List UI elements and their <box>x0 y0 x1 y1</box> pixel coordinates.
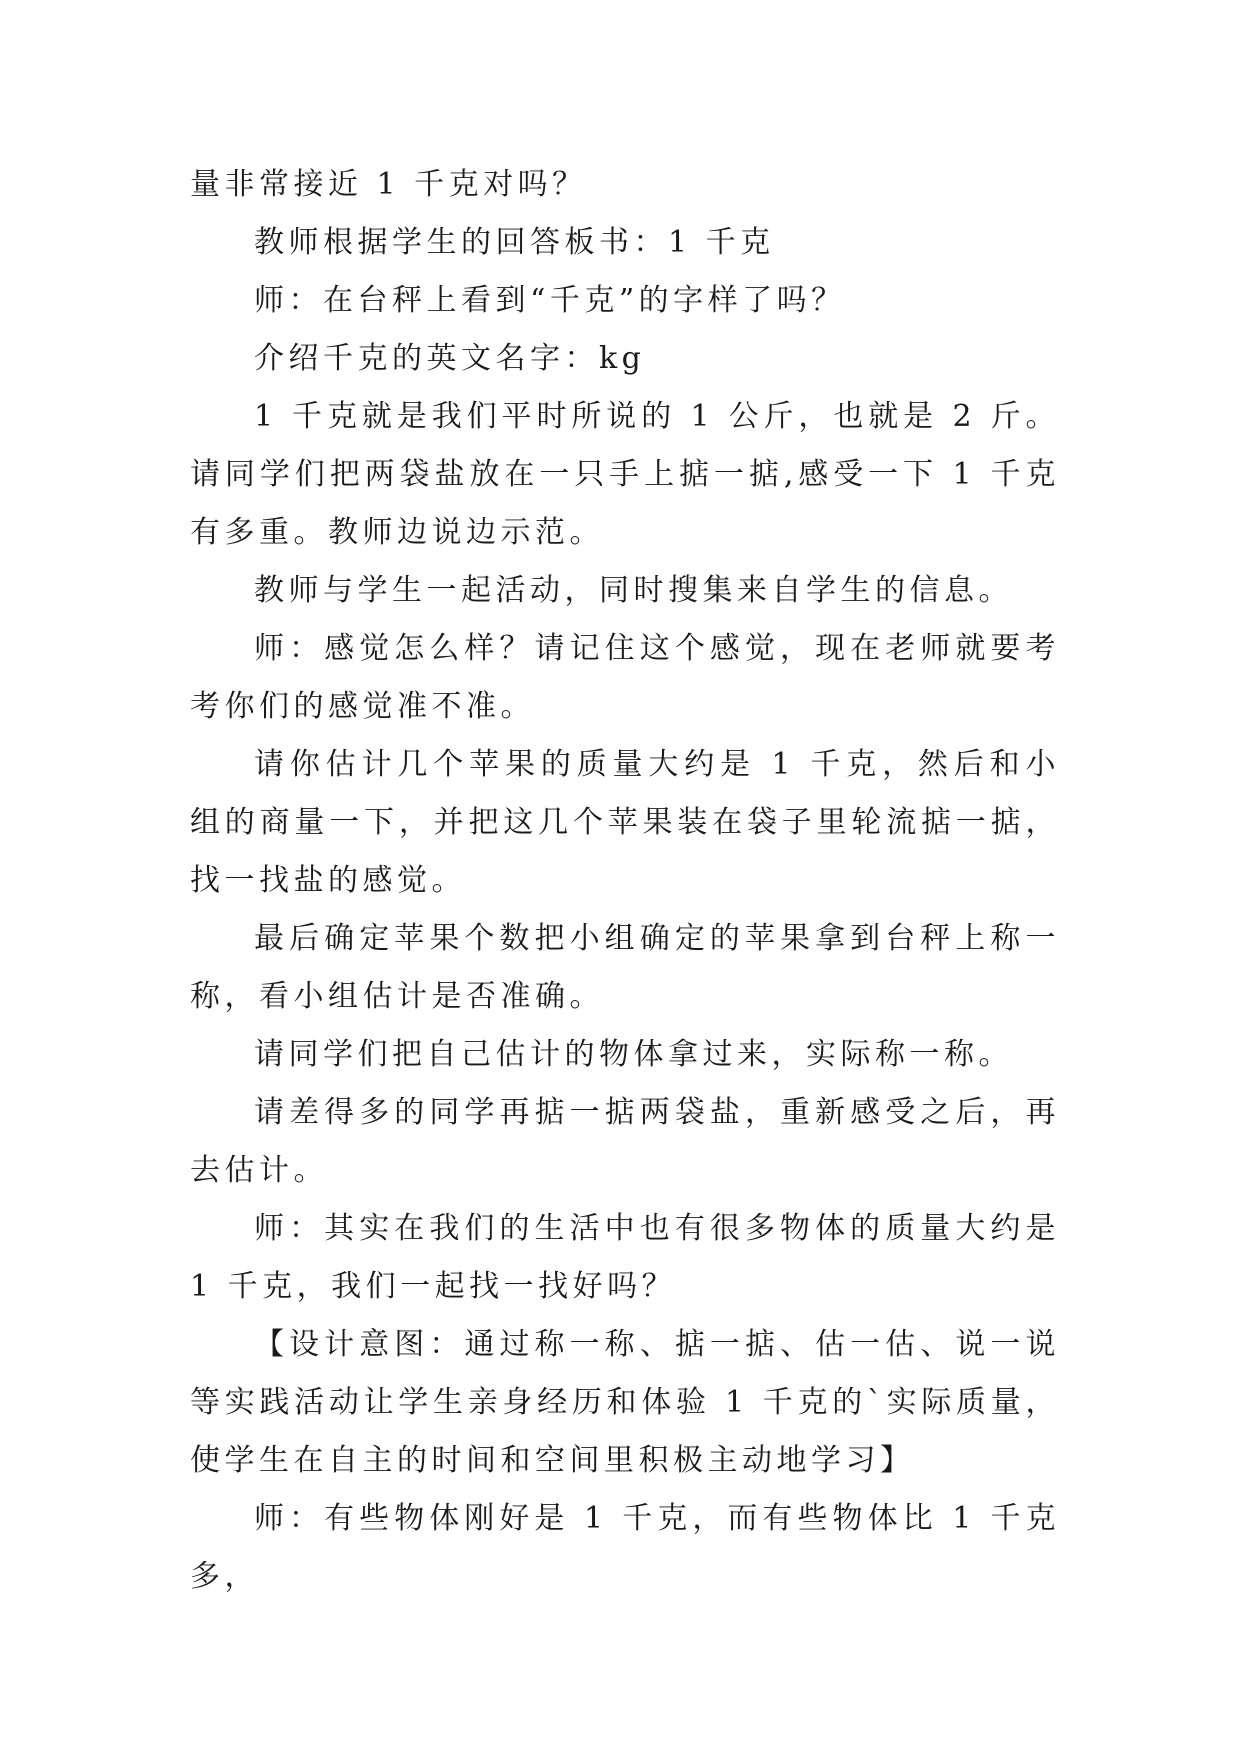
paragraph: 请差得多的同学再掂一掂两袋盐，重新感受之后，再去估计。 <box>190 1095 1060 1188</box>
paragraph: 请你估计几个苹果的质量大约是 1 千克，然后和小组的商量一下，并把这几个苹果装在袋子里轮流掂一掂，找一找盐的感觉。 <box>190 747 1060 898</box>
document-body <box>190 156 1060 1606</box>
paragraph: 师：其实在我们的生活中也有很多物体的质量大约是 1 千克，我们一起找一找好吗？ <box>190 1211 1060 1304</box>
paragraph: 教师与学生一起活动，同时搜集来自学生的信息。 <box>254 573 1013 608</box>
paragraph-continuation: 量非常接近 1 千克对吗？ <box>190 167 587 202</box>
paragraph: 最后确定苹果个数把小组确定的苹果拿到台秤上称一称，看小组估计是否准确。 <box>190 921 1060 1014</box>
paragraph: 请同学们把自己估计的物体拿过来，实际称一称。 <box>254 1037 1013 1072</box>
paragraph: 介绍千克的英文名字：kg <box>254 341 646 376</box>
paragraph: 师：感觉怎么样？请记住这个感觉，现在老师就要考考你们的感觉准不准。 <box>190 631 1060 724</box>
paragraph: 教师根据学生的回答板书：1 千克 <box>254 225 775 260</box>
paragraph: 师：有些物体刚好是 1 千克，而有些物体比 1 千克多， <box>190 1501 1060 1594</box>
paragraph: 师：在台秤上看到“千克”的字样了吗？ <box>254 283 846 318</box>
paragraph: 1 千克就是我们平时所说的 1 公斤，也就是 2 斤。请同学们把两袋盐放在一只手上掂一掂,感受一下 1 千克有多重。教师边说边示范。 <box>190 399 1060 550</box>
design-intent-note: 【设计意图：通过称一称、掂一掂、估一估、说一说等实践活动让学生亲身经历和体验 1 千克的`实际质量，使学生在自主的时间和空间里积极主动地学习】 <box>190 1327 1060 1478</box>
